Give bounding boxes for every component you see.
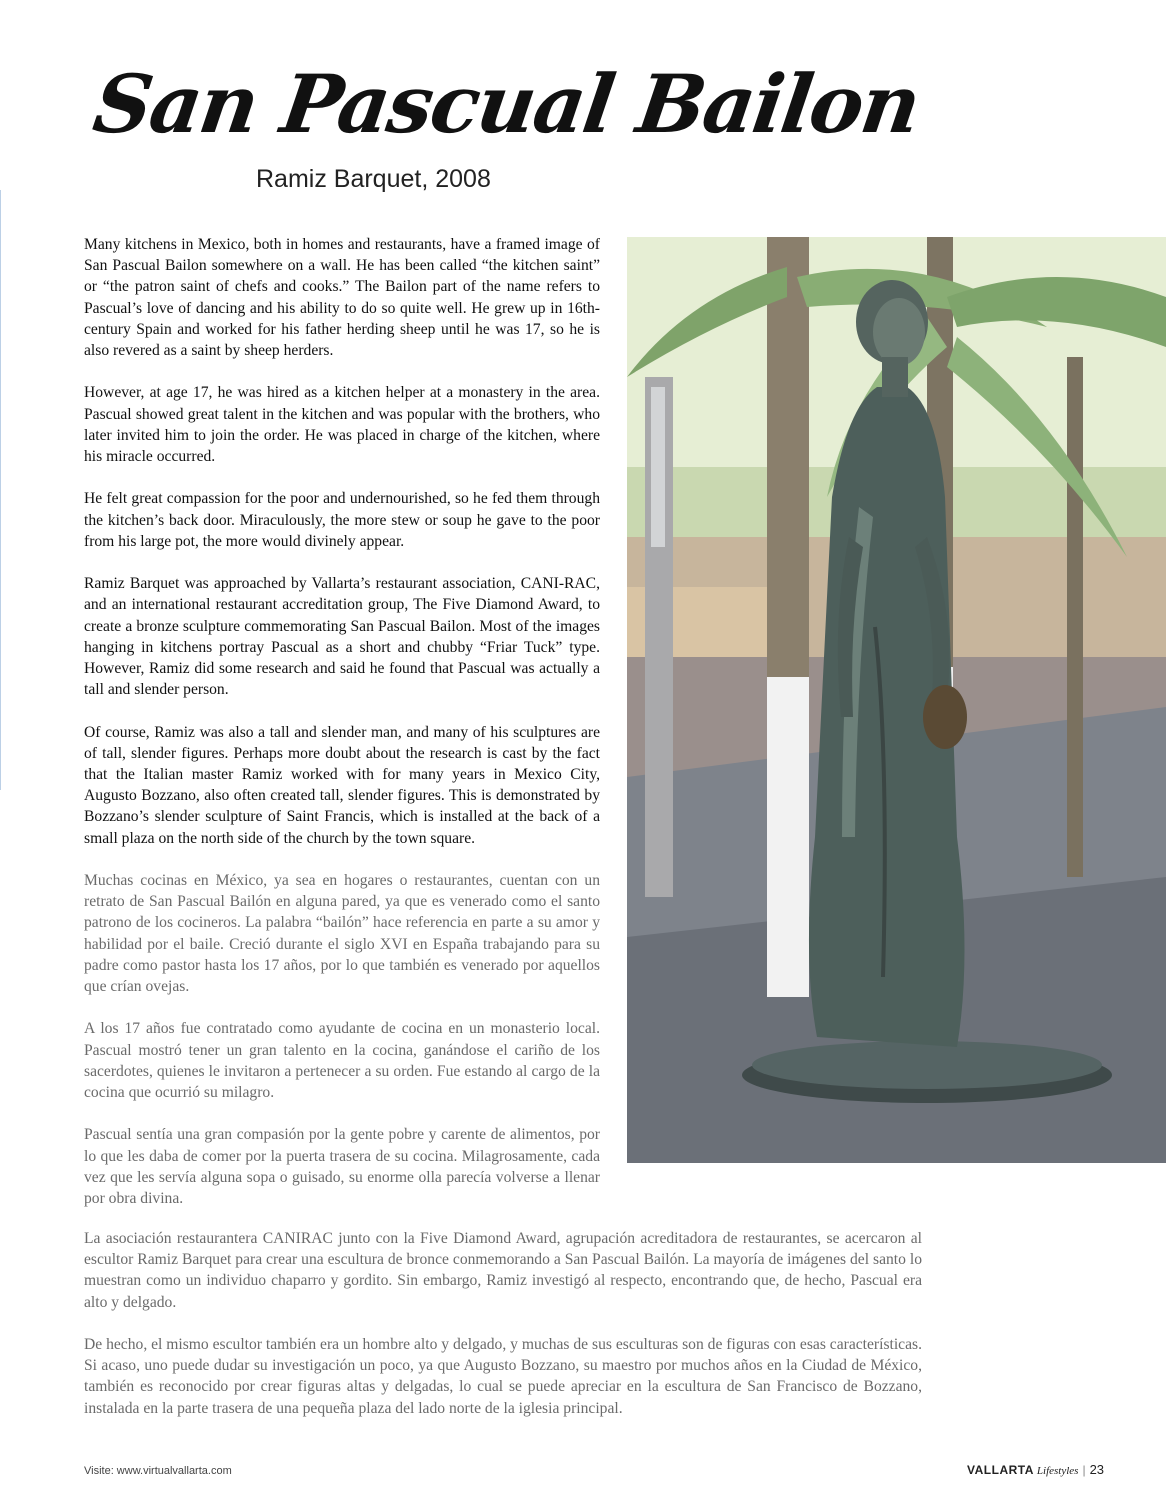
- magazine-brand: VALLARTA: [967, 1463, 1034, 1477]
- page-edge-rule: [0, 190, 1, 790]
- sculpture-photo-illustration: [627, 237, 1166, 1163]
- sculpture-photo: [627, 237, 1166, 1163]
- magazine-brand-sub: Lifestyles: [1036, 1465, 1079, 1477]
- footer-website: Visite: www.virtualvallarta.com: [84, 1465, 232, 1477]
- spanish-wide-paragraph-1: La asociación restaurantera CANIRAC junto con la Five Diamond Award, agrupación acreditadora de restaurantes, se acercaron al escultor Ramiz Barquet para crear una escultura de bronce conmemorando a San Pascual Bailón. La mayoría de imágenes del santo lo muestran como un individuo chaparro y gordito. Sin embargo, Ramiz investigó al respecto, encontrando que, de hecho, Pascual era alto y delgado.: [84, 1230, 922, 1311]
- spanish-paragraph-1: Muchas cocinas en México, ya sea en hogares o restaurantes, cuentan con un retrato de San Pascual Bailón en alguna pared, ya que es venerado como el santo patrono de los cocineros. La palabra “bailón” hace referencia en parte a su amor y habilidad por el baile. Creció durante el siglo XVI en España trabajando para su padre como pastor hasta los 17 años, por lo que también es venerado por aquellos que crían ovejas.: [84, 872, 600, 996]
- english-paragraph-1: Many kitchens in Mexico, both in homes and restaurants, have a framed image of San Pascual Bailon somewhere on a wall. He has been called “the kitchen saint” or “the patron saint of chefs and cooks.” The Bailon part of the name refers to Pascual’s love of dancing and his ability to do so quite well. He grew up in 16th-century Spain and worked for his father herding sheep until he was 17, so he is also revered as a saint by sheep herders.: [84, 236, 600, 360]
- article-subtitle: Ramiz Barquet, 2008: [256, 165, 491, 193]
- spanish-paragraph-3: Pascual sentía una gran compasión por la gente pobre y carente de alimentos, por lo que les daba de comer por la puerta trasera de su cocina. Milagrosamente, cada vez que les servía alguna sopa o guisado, su enorme olla parecía volverse a llenar por obra divina.: [84, 1126, 600, 1208]
- spanish-wide-paragraph-2: De hecho, el mismo escultor también era un hombre alto y delgado, y muchas de sus esculturas son de figuras con esas características. Si acaso, uno puede dudar su investigación un poco, ya que Augusto Bozzano, su maestro por muchos años en la Ciudad de México, también es reconocido por crear figuras altas y delgadas, lo cual se puede apreciar en la escultura de San Francisco de Bozzano, instalada en la parte trasera de una pequeña plaza del lado norte de la iglesia principal.: [84, 1336, 922, 1417]
- footer-branding: [967, 1462, 1104, 1477]
- article-body-column: [84, 234, 600, 1230]
- english-paragraph-3: He felt great compassion for the poor and undernourished, so he fed them through the kitchen’s back door. Miraculously, the more stew or soup he gave to the poor from his large pot, the more would divinely appear.: [84, 490, 600, 550]
- page-number: 23: [1089, 1462, 1105, 1477]
- footer-separator: |: [1082, 1463, 1086, 1477]
- english-paragraph-4: Ramiz Barquet was approached by Vallarta’s restaurant association, CANI-RAC, and an international restaurant accreditation group, The Five Diamond Award, to create a bronze sculpture commemorating San Pascual Bailon. Most of the images hanging in kitchens portray Pascual as a short and chubby “Friar Tuck” type. However, Ramiz did some research and said he found that Pascual was actually a tall and slender person.: [84, 575, 600, 699]
- spanish-paragraph-2: A los 17 años fue contratado como ayudante de cocina en un monasterio local. Pascual mostró tener un gran talento en la cocina, ganándose el cariño de los sacerdotes, quienes le invitaron a pertenecer a su orden. Fue estando al cargo de la cocina que ocurrió su milagro.: [84, 1020, 600, 1102]
- article-body-wide: [84, 1228, 922, 1440]
- english-paragraph-2: However, at age 17, he was hired as a kitchen helper at a monastery in the area. Pascual showed great talent in the kitchen and was popular with the brothers, who later invited him to join the order. He was placed in charge of the kitchen, where his miracle occurred.: [84, 384, 600, 466]
- english-paragraph-5: Of course, Ramiz was also a tall and slender man, and many of his sculptures are of tall, slender figures. Perhaps more doubt about the research is cast by the fact that the Italian master Ramiz worked with for many years in Mexico City, Augusto Bozzano, also often created tall, slender figures. This is demonstrated by Bozzano’s slender sculpture of Saint Francis, which is installed at the back of a small plaza on the north side of the church by the town square.: [84, 723, 600, 847]
- article-title: San Pascual Bailon: [88, 57, 925, 151]
